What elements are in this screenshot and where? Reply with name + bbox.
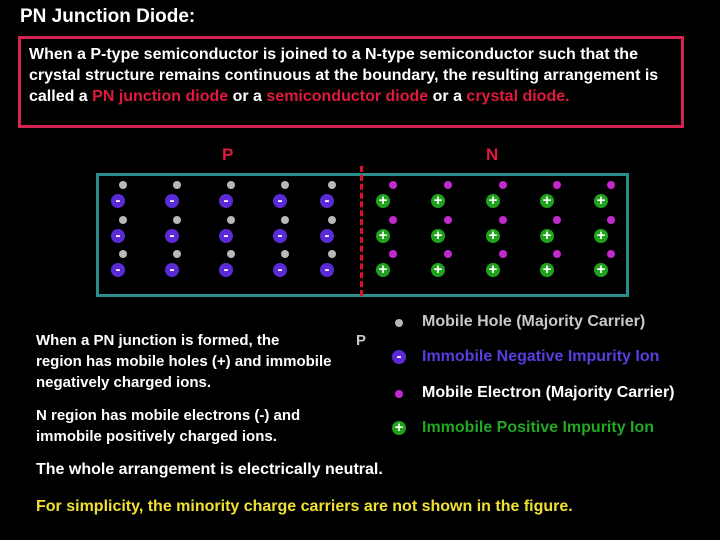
negative-ion: - [219, 194, 233, 208]
negative-ion: - [320, 194, 334, 208]
mobile-hole [281, 181, 289, 189]
negative-ion: - [111, 229, 125, 243]
simplicity-note: For simplicity, the minority charge carriers are not shown in the figure. [36, 498, 573, 515]
mobile-electron [444, 250, 452, 258]
positive-ion: + [431, 229, 445, 243]
negative-ion: - [219, 263, 233, 277]
definition-box [18, 36, 684, 128]
negative-ion: - [165, 194, 179, 208]
negative-ion: - [320, 229, 334, 243]
positive-ion: + [431, 194, 445, 208]
negative-ion: - [111, 194, 125, 208]
page-title: PN Junction Diode: [20, 6, 196, 27]
mobile-electron [389, 250, 397, 258]
negative-ion: - [111, 263, 125, 277]
n-region-label: N [486, 145, 499, 164]
term-crystal-diode: crystal diode [466, 88, 566, 105]
positive-ion: + [376, 194, 390, 208]
negative-ion: - [165, 263, 179, 277]
positive-ion: + [486, 229, 500, 243]
negative-ion: - [273, 263, 287, 277]
positive-ion: + [376, 229, 390, 243]
negative-ion: - [273, 229, 287, 243]
mobile-electron [553, 216, 561, 224]
mobile-electron [444, 216, 452, 224]
negative-ion: - [273, 194, 287, 208]
legend-positive-ion-label: Immobile Positive Impurity Ion [422, 419, 655, 436]
mobile-hole [328, 250, 336, 258]
mobile-electron [553, 250, 561, 258]
mobile-hole [227, 250, 235, 258]
legend-electron-label: Mobile Electron (Majority Carrier) [422, 384, 675, 401]
mobile-hole [173, 216, 181, 224]
mobile-hole [173, 181, 181, 189]
term-pn-junction-diode: PN junction diode [92, 88, 229, 105]
p-region-explanation-line2: region has mobile holes (+) and immobile negatively charged ions. [36, 353, 332, 391]
mobile-hole [119, 216, 127, 224]
positive-ion: + [540, 263, 554, 277]
positive-ion: + [376, 263, 390, 277]
positive-ion: + [594, 263, 608, 277]
negative-ion: - [165, 229, 179, 243]
mobile-hole [281, 250, 289, 258]
mobile-hole [119, 181, 127, 189]
positive-ion: + [594, 229, 608, 243]
definition-period: . [565, 88, 570, 105]
mobile-hole [281, 216, 289, 224]
mobile-electron [553, 181, 561, 189]
term-semiconductor-diode: semiconductor diode [266, 88, 429, 105]
definition-text: When a P-type semiconductor is joined to a N-type semiconductor such that the crystal structure remains continuous at the boundary, the resulting arrangement is called a [29, 46, 659, 105]
n-region-explanation: N region has mobile electrons (-) and immobile positively charged ions. [36, 407, 301, 445]
negative-ion-sign: - [392, 350, 406, 364]
mobile-electron [389, 181, 397, 189]
legend-hole-label: Mobile Hole (Majority Carrier) [422, 313, 646, 330]
positive-ion: + [431, 263, 445, 277]
positive-ion: + [540, 229, 554, 243]
mobile-electron [389, 216, 397, 224]
neutrality-note: The whole arrangement is electrically neutral. [36, 461, 383, 478]
mobile-hole [119, 250, 127, 258]
mobile-electron [607, 250, 615, 258]
positive-ion: + [486, 263, 500, 277]
mobile-electron [499, 216, 507, 224]
mobile-hole [328, 181, 336, 189]
p-region-label: P [222, 145, 234, 164]
mobile-electron [607, 216, 615, 224]
mobile-electron [499, 181, 507, 189]
mobile-hole [173, 250, 181, 258]
positive-ion: + [486, 194, 500, 208]
mobile-electron [499, 250, 507, 258]
p-region-letter: P [356, 332, 367, 349]
definition-text: or a [428, 88, 467, 105]
positive-ion-sign: + [392, 421, 406, 435]
junction-boundary-line [360, 166, 363, 296]
mobile-hole [227, 216, 235, 224]
mobile-hole [328, 216, 336, 224]
p-region-explanation-line1: When a PN junction is formed, the [36, 332, 280, 349]
negative-ion: - [219, 229, 233, 243]
positive-ion: + [540, 194, 554, 208]
legend-negative-ion-label: Immobile Negative Impurity Ion [422, 348, 660, 365]
mobile-electron [607, 181, 615, 189]
mobile-hole [227, 181, 235, 189]
positive-ion: + [594, 194, 608, 208]
mobile-electron [444, 181, 452, 189]
definition-text: or a [228, 88, 267, 105]
negative-ion: - [320, 263, 334, 277]
